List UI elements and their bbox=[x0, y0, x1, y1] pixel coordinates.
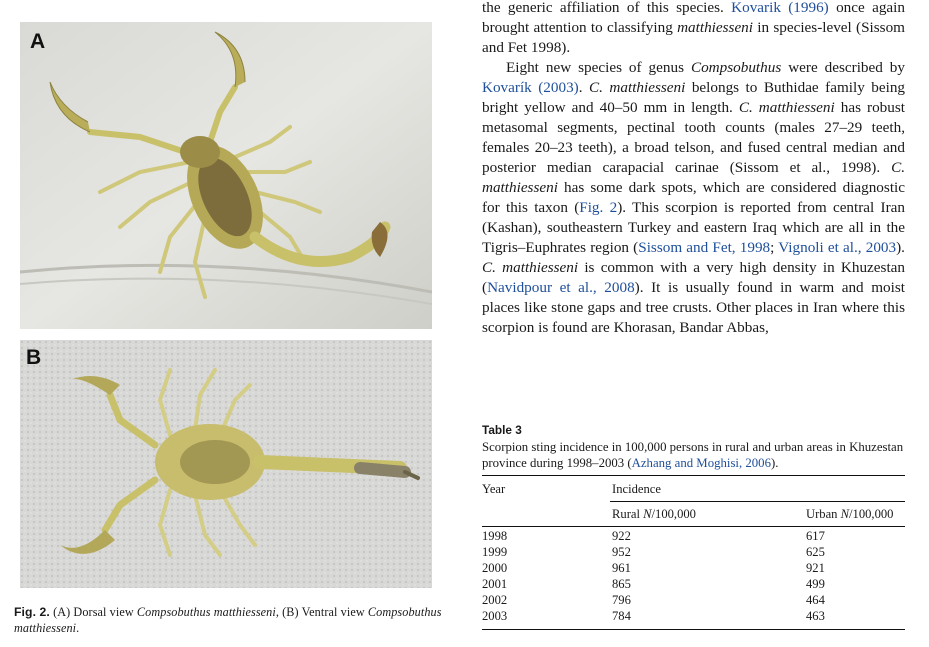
caption-text: (A) Dorsal view bbox=[49, 605, 137, 619]
cell-year: 2003 bbox=[482, 609, 508, 623]
text-span: ; bbox=[770, 239, 779, 256]
text-span: /100,000 bbox=[849, 507, 894, 521]
table-top-rule bbox=[482, 475, 905, 476]
cell-rural: 796 bbox=[612, 593, 631, 607]
subheader-urban bbox=[806, 507, 893, 522]
text-em: matthiesseni bbox=[677, 19, 753, 36]
caption-species: Compsobuthus matthiesseni bbox=[136, 605, 276, 619]
figure-label: Fig. 2. bbox=[14, 605, 50, 619]
cell-rural: 952 bbox=[612, 545, 631, 559]
cell-year: 2001 bbox=[482, 577, 508, 591]
text-em: Compsobuthus bbox=[690, 59, 782, 76]
column-header-year: Year bbox=[482, 482, 506, 496]
cell-year: 2002 bbox=[482, 593, 508, 607]
cell-year: 1998 bbox=[482, 529, 508, 543]
citation-link[interactable]: Kovarik (1996) bbox=[731, 0, 829, 16]
text-span: Scorpion sting incidence in 100,000 persons in rural and urban areas in Khuzestan province during 1998–2003 ( bbox=[482, 440, 904, 470]
cell-year: 1999 bbox=[482, 545, 508, 559]
cell-urban: 464 bbox=[806, 593, 825, 607]
incidence-header-rule bbox=[610, 501, 905, 502]
body-text-column bbox=[482, 0, 905, 338]
citation-link[interactable]: Kovarík (2003) bbox=[482, 79, 579, 96]
cell-year: 2000 bbox=[482, 561, 508, 575]
text-span: Rural bbox=[612, 507, 644, 521]
paragraph-1 bbox=[482, 0, 905, 58]
cell-urban: 625 bbox=[806, 545, 825, 559]
table-bottom-rule bbox=[482, 629, 905, 630]
cell-urban: 463 bbox=[806, 609, 825, 623]
text-span: once again brought attention to classifying bbox=[482, 0, 905, 36]
text-span: belongs to Buthidae family being bright yellow and 40–50 mm in length. bbox=[482, 79, 906, 116]
text-span: ). bbox=[770, 456, 779, 470]
figure-2b-photo bbox=[20, 340, 432, 588]
text-em: C. matthiesseni bbox=[482, 259, 579, 276]
citation-link[interactable]: Vignoli et al., 2003 bbox=[778, 239, 897, 256]
text-em: C. matthiesseni bbox=[482, 159, 905, 196]
text-span: were described by bbox=[781, 59, 905, 76]
text-span: Urban bbox=[806, 507, 841, 521]
text-em: N bbox=[643, 507, 652, 521]
cell-rural: 865 bbox=[612, 577, 631, 591]
figure-caption bbox=[14, 604, 442, 636]
caption-text: . bbox=[76, 621, 80, 635]
cell-urban: 921 bbox=[806, 561, 825, 575]
text-span: /100,000 bbox=[651, 507, 696, 521]
scorpion-ventral-image bbox=[20, 340, 432, 588]
text-em: C. matthiesseni bbox=[738, 99, 835, 116]
figure-panel-letter-b: B bbox=[26, 346, 42, 369]
caption-species: Compsobuthus matthiesseni bbox=[14, 605, 442, 635]
text-span: ). It is usually found in warm and moist places like stone gaps and tree crusts. Other places in Iran where this scorpion is found are Khorasan, Bandar Abbas, bbox=[482, 279, 905, 336]
cell-rural: 922 bbox=[612, 529, 631, 543]
subheader-rural bbox=[612, 507, 696, 522]
figure-panel-letter-a: A bbox=[30, 30, 46, 53]
citation-link[interactable]: Sissom and Fet, 1998 bbox=[638, 239, 771, 256]
text-span: ). bbox=[896, 239, 905, 256]
text-span: has some dark spots, which are considered diagnostic for this taxon ( bbox=[482, 179, 905, 216]
text-em: N bbox=[840, 507, 850, 521]
text-span: ). This scorpion is reported from central Iran (Kashan), southeastern Turkey and eastern Iraq which are all in the Tigris–Euphrates region ( bbox=[482, 199, 905, 256]
table-caption bbox=[482, 439, 905, 471]
text-span: has robust metasomal segments, pectinal tooth counts (males 27–29 teeth, females 20–23 teeth), a broad telson, and fused central median and posterior median carapacial carinae (Sissom et al., 1998). bbox=[482, 99, 906, 176]
table-title: Table 3 bbox=[482, 423, 522, 437]
text-span: is common with a very high density in Khuzestan ( bbox=[482, 259, 905, 296]
column-header-incidence: Incidence bbox=[612, 482, 661, 496]
text-span: the generic affiliation of this species. bbox=[482, 0, 732, 16]
text-span: Eight new species of genus bbox=[506, 59, 691, 76]
figure-link[interactable]: Fig. 2 bbox=[579, 199, 618, 216]
text-span: . bbox=[578, 79, 590, 96]
scorpion-dorsal-image bbox=[20, 22, 432, 329]
citation-link[interactable]: Navidpour et al., 2008 bbox=[487, 279, 635, 296]
cell-rural: 961 bbox=[612, 561, 631, 575]
text-em: C. matthiesseni bbox=[589, 79, 686, 96]
paragraph-2 bbox=[482, 58, 905, 338]
caption-text: , (B) Ventral view bbox=[275, 605, 368, 619]
cell-urban: 499 bbox=[806, 577, 825, 591]
figure-2a-photo bbox=[20, 22, 432, 329]
cell-urban: 617 bbox=[806, 529, 825, 543]
text-span: in species-level (Sissom and Fet 1998). bbox=[482, 19, 905, 56]
citation-link[interactable]: Azhang and Moghisi, 2006 bbox=[631, 456, 771, 470]
table-header-rule bbox=[482, 526, 905, 527]
cell-rural: 784 bbox=[612, 609, 631, 623]
